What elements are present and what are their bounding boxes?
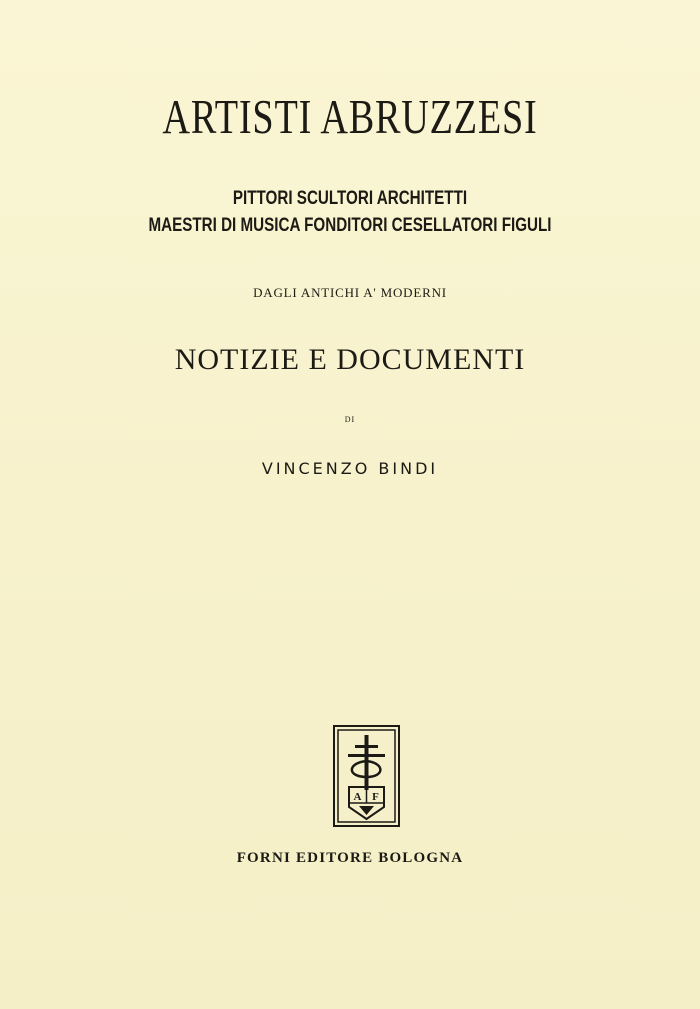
emblem-letter-f: F — [372, 791, 379, 803]
by-line: DI — [344, 415, 356, 424]
subtitle-line-2: MAESTRI DI MUSICA FONDITORI CESELLATORI FIGULI — [148, 215, 552, 236]
emblem-letter-a: A — [353, 791, 362, 803]
period-line: DAGLI ANTICHI A' MODERNI — [253, 285, 447, 300]
subtitle-line-1: PITTORI SCULTORI ARCHITETTI — [232, 188, 468, 209]
publisher-imprint: FORNI EDITORE BOLOGNA — [236, 850, 464, 866]
heading: NOTIZIE E DOCUMENTI — [174, 343, 526, 376]
author-name: VINCENZO BINDI — [261, 459, 439, 478]
publisher-emblem-icon — [333, 725, 400, 827]
book-title: ARTISTI ABRUZZESI — [162, 89, 538, 144]
